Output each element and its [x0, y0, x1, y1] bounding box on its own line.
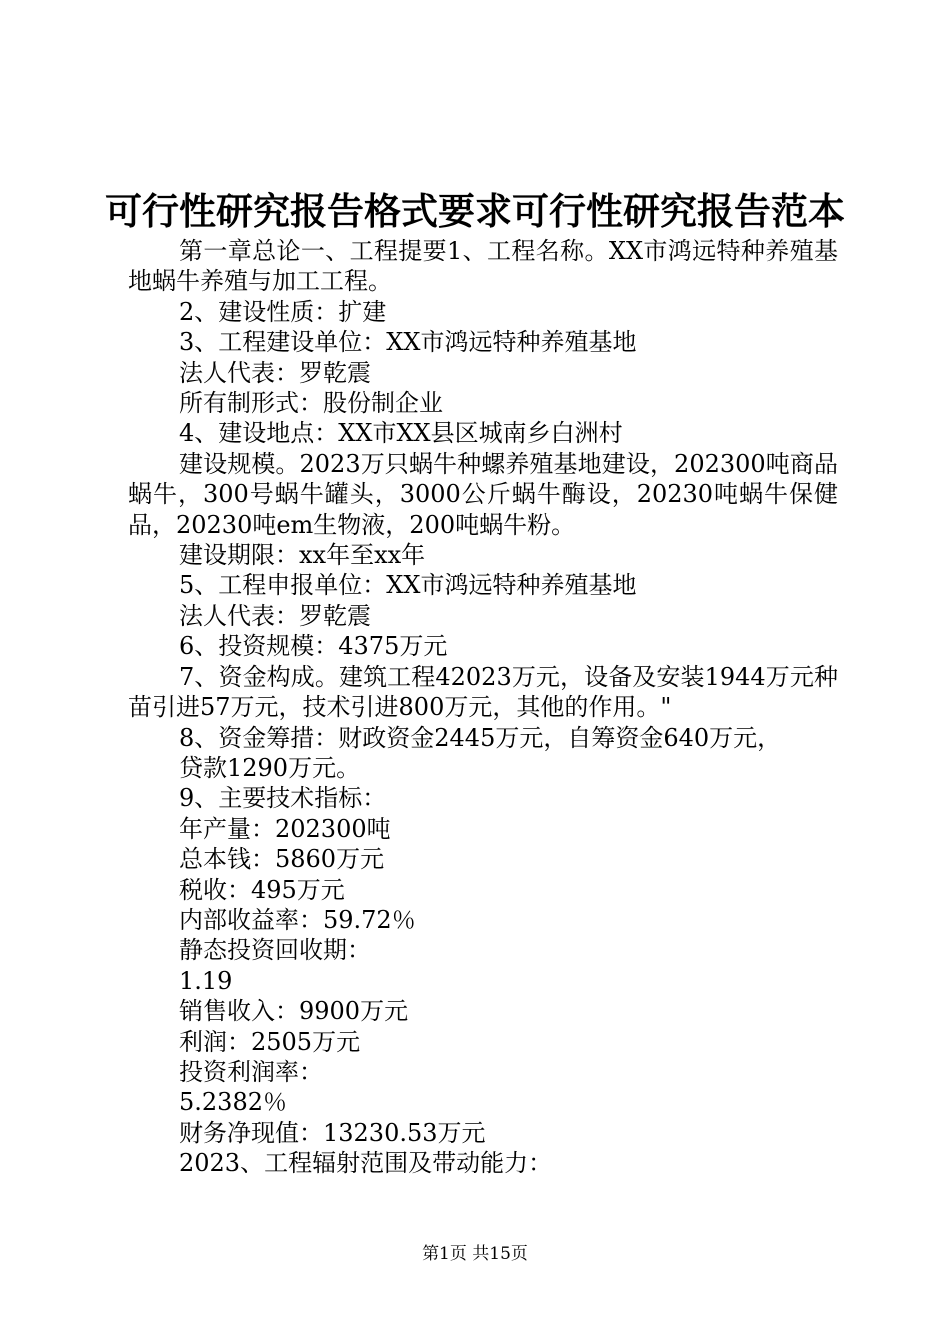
paragraph: 财务净现值：13230.53万元: [179, 1118, 486, 1147]
paragraph: 法人代表：罗乾震: [179, 358, 371, 387]
paragraph: 3、工程建设单位：XX市鸿远特种养殖基地: [179, 328, 637, 357]
paragraph: 9、主要技术指标：: [179, 784, 387, 813]
paragraph: 所有制形式：股份制企业: [179, 389, 443, 418]
paragraph: 税收：495万元: [179, 875, 345, 904]
paragraph: 建设规模。2023万只蜗牛种螺养殖基地建设，202300吨商品蜗牛，300号蜗牛罐头，3000公斤蜗牛酶设，20230吨蜗牛保健品，20230吨em生物液，200吨蜗牛粉。: [128, 449, 838, 539]
document-body: [128, 236, 838, 1179]
document-title: 可行性研究报告格式要求可行性研究报告范本: [105, 189, 845, 233]
paragraph: 7、资金构成。建筑工程42023万元，设备及安装1944万元种苗引进57万元，技术引进800万元，其他的作用。": [128, 662, 838, 722]
page-number-footer: 第1页 共15页: [422, 1244, 528, 1264]
paragraph: 销售收入：9900万元: [179, 997, 409, 1026]
paragraph: 利润：2505万元: [179, 1027, 361, 1056]
paragraph: 第一章总论一、工程提要1、工程名称。XX市鸿远特种养殖基地蜗牛养殖与加工工程。: [128, 237, 838, 296]
paragraph: 5、工程申报单位：XX市鸿远特种养殖基地: [179, 571, 637, 600]
paragraph: 总本钱：5860万元: [179, 845, 385, 874]
paragraph: 年产量：202300吨: [179, 814, 391, 843]
paragraph: 1.19: [179, 966, 233, 995]
paragraph: 6、投资规模：4375万元: [179, 632, 448, 661]
paragraph: 建设期限：xx年至xx年: [179, 541, 426, 570]
paragraph: 2023、工程辐射范围及带动能力：: [179, 1149, 553, 1178]
paragraph: 法人代表：罗乾震: [179, 601, 371, 630]
paragraph: 静态投资回收期：: [179, 936, 371, 965]
paragraph: 2、建设性质：扩建: [179, 297, 387, 326]
paragraph: 4、建设地点：XX市XX县区城南乡白洲村: [179, 419, 623, 448]
paragraph: 内部收益率：59.72％: [179, 905, 416, 934]
paragraph: 贷款1290万元。: [179, 753, 361, 782]
paragraph: 投资利润率：: [179, 1057, 323, 1086]
paragraph: 8、资金筹措：财政资金2445万元，自筹资金640万元，: [179, 723, 782, 752]
paragraph: 5.2382％: [179, 1088, 287, 1117]
